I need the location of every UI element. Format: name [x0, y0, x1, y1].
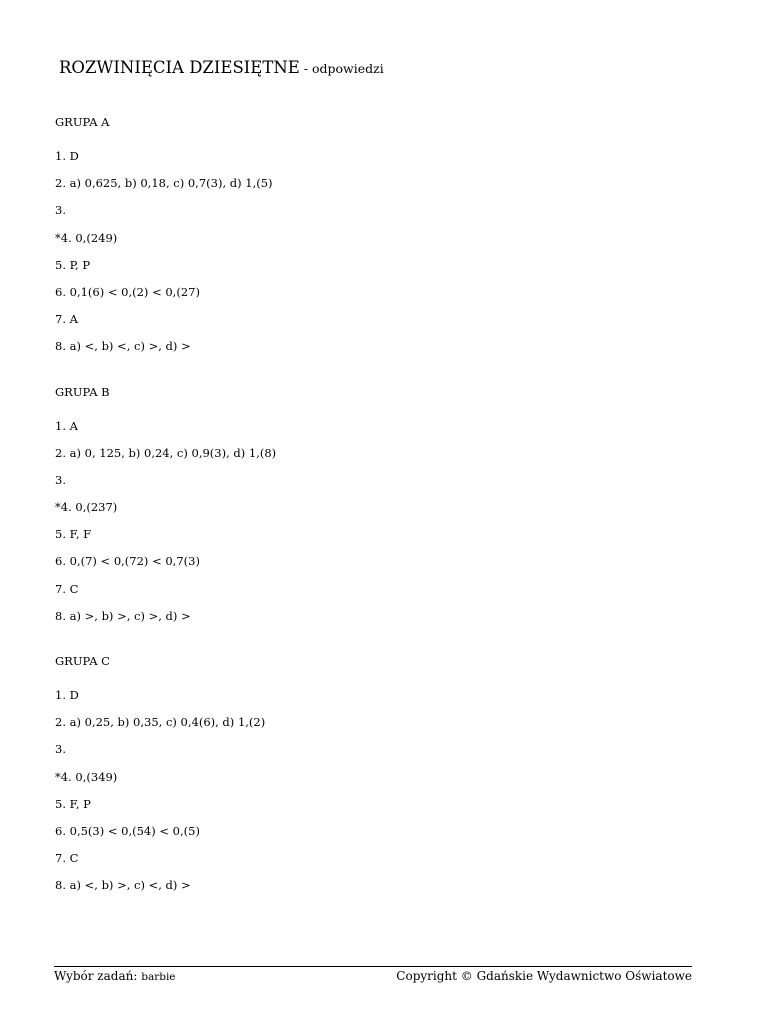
answer-line: 6. 0,(7) < 0,(72) < 0,7(3) [55, 554, 200, 569]
answer-line: 7. C [55, 851, 79, 866]
group-a [55, 113, 695, 365]
document-title: ROZWINIĘCIA DZIESIĘTNE [59, 58, 300, 77]
footer-credit-author: barbie [141, 971, 176, 983]
answer-list [55, 147, 695, 365]
answer-line: 8. a) <, b) >, c) <, d) > [55, 878, 191, 893]
answer-line: 2. a) 0,625, b) 0,18, c) 0,7(3), d) 1,(5) [55, 176, 273, 191]
answer-line: 8. a) >, b) >, c) >, d) > [55, 608, 191, 623]
document-subtitle: - odpowiedzi [299, 61, 384, 76]
answer-line: 5. P, P [55, 257, 91, 272]
answer-line: 3. [55, 472, 66, 487]
footer-credit [54, 969, 176, 983]
group-heading: GRUPA C [55, 654, 110, 668]
answer-line: 5. F, P [55, 796, 91, 811]
answer-line: 6. 0,1(6) < 0,(2) < 0,(27) [55, 284, 200, 299]
answer-line: 1. D [55, 149, 79, 163]
answer-line: 2. a) 0, 125, b) 0,24, c) 0,9(3), d) 1,(8) [55, 445, 277, 460]
group-heading: GRUPA A [55, 115, 110, 129]
answer-line: *4. 0,(349) [55, 769, 118, 784]
answer-line: *4. 0,(237) [55, 500, 118, 515]
footer-credit-label: Wybór zadań: [54, 969, 142, 983]
answer-line: 6. 0,5(3) < 0,(54) < 0,(5) [55, 823, 200, 838]
answer-list [55, 417, 695, 635]
answer-line: *4. 0,(249) [55, 230, 118, 245]
answer-list [55, 686, 695, 904]
answer-line: 7. C [55, 581, 79, 596]
footer-copyright: Copyright © Gdańskie Wydawnictwo Oświatowe [396, 969, 692, 983]
group-b [55, 383, 695, 635]
answers-content [55, 113, 695, 922]
answer-line: 3. [55, 203, 66, 218]
group-heading: GRUPA B [55, 384, 110, 399]
answer-line: 2. a) 0,25, b) 0,35, c) 0,4(6), d) 1,(2) [55, 715, 266, 730]
footer-divider [54, 966, 692, 967]
answer-line: 3. [55, 742, 66, 757]
answer-line: 1. A [55, 418, 78, 433]
group-c [55, 652, 695, 904]
answer-line: 8. a) <, b) <, c) >, d) > [55, 339, 191, 354]
answer-line: 1. D [55, 688, 79, 702]
answer-line: 7. A [55, 312, 78, 327]
answer-line: 5. F, F [55, 527, 92, 542]
document-title-block [59, 58, 384, 77]
